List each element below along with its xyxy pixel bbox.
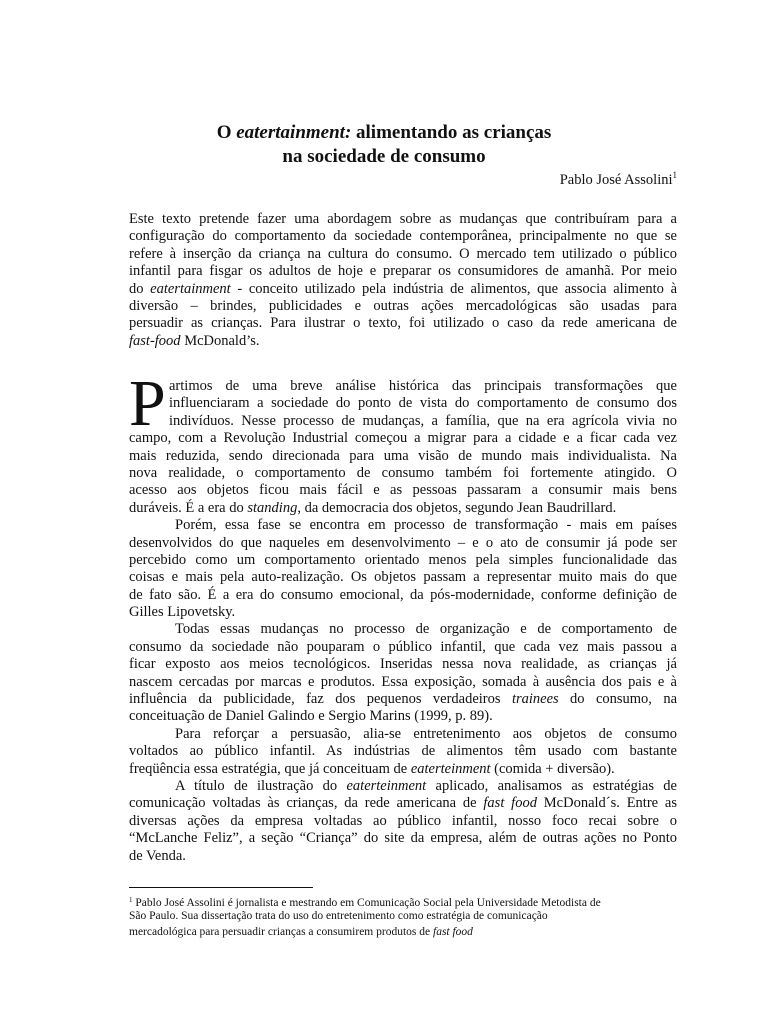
text-line — [129, 761, 677, 778]
text-line — [129, 708, 677, 725]
text-run: comunicação voltadas às crianças, da rede americana de — [129, 795, 484, 812]
text-run: Pablo José Assolini é jornalista e mestrando em Comunicação Social pela Universidade Metodista de — [132, 897, 601, 909]
italic-term: eatertainment — [150, 280, 231, 297]
text-run: ficar exposto aos meios tecnológicos. Inseridas nessa nova realidade, as crianças já — [129, 656, 677, 673]
text-line — [129, 263, 677, 280]
text-run: do consumo, na — [558, 691, 678, 708]
text-run: campo, com a Revolução Industrial começou a migrar para a cidade e a ficar cada vez — [129, 430, 677, 447]
text-run: desenvolvidos do que naqueles em desenvolvimento – e o ato de consumir já pode ser — [129, 534, 677, 551]
text-run: duráveis. É a era do — [129, 499, 248, 516]
italic-term: trainees — [511, 691, 559, 708]
text-run: nascem cercadas por marcas e produtos. Essa exposição, somada à ausência dos pais e à — [129, 673, 677, 690]
text-run: indivíduos. Nesse processo de mudanças, a família, que na era agrícola vivia no — [169, 412, 677, 429]
footnote — [129, 893, 660, 940]
document-title — [0, 121, 768, 169]
text-run: freqüência essa estratégia, que já conceituam de — [129, 760, 411, 777]
drop-cap: P — [129, 367, 166, 440]
text-run: influenciaram a sociedade do ponto de vista do comportamento de consumo dos — [169, 395, 677, 412]
text-line — [129, 639, 677, 656]
abstract — [129, 211, 677, 350]
text-line — [129, 500, 677, 517]
text-run: de Venda. — [129, 847, 186, 864]
text-run: - conceito utilizado pela indústria de alimentos, que associa alimento à — [230, 280, 678, 297]
text-run: persuadir as crianças. Para ilustrar o texto, foi utilizado o caso da rede americana de — [129, 315, 677, 332]
text-run: , da democracia dos objetos, segundo Jean Baudrillard. — [297, 499, 617, 516]
text-line — [129, 893, 660, 909]
italic-term: standing — [247, 499, 298, 516]
text-line — [129, 517, 677, 534]
text-line — [129, 795, 677, 812]
text-line — [129, 228, 677, 245]
text-line — [129, 211, 677, 228]
text-line — [129, 925, 660, 941]
text-line — [129, 246, 677, 263]
text-line — [129, 848, 677, 865]
footnote-mark: 1 — [129, 896, 133, 904]
text-run: de fato são. É a era do consumo emocional, da pós-modernidade, conforme definição de — [129, 586, 677, 603]
text-line — [129, 395, 677, 412]
text-run: McDonald’s. — [180, 332, 260, 349]
text-line — [129, 743, 677, 760]
text-run: configuração do comportamento da sociedade contemporânea, principalmente no que se — [129, 228, 677, 245]
text-run: Porém, essa fase se encontra em processo de transformação - mais em países — [175, 517, 677, 534]
title-line-2: na sociedade de consumo — [282, 146, 486, 167]
text-run: Para reforçar a persuasão, alia-se entretenimento aos objetos de consumo — [175, 725, 677, 742]
text-line — [129, 333, 677, 350]
author-name: Pablo José Assolini$^1$ — [559, 170, 677, 188]
text-line — [129, 482, 677, 499]
text-run: infantil para fisgar os adultos de hoje e preparar os consumidores de amanhã. Por meio — [129, 263, 677, 280]
text-run: influência da publicidade, faz dos pequenos verdadeiros — [129, 691, 512, 708]
text-line — [129, 830, 677, 847]
italic-term: fast food — [433, 925, 473, 938]
footnote-reference: 1 — [672, 170, 677, 180]
title-line-1: O eatertainment: alimentando as crianças — [216, 122, 552, 143]
text-run: artimos de uma breve análise histórica das principais transformações que — [169, 378, 677, 394]
text-run: Este texto pretende fazer uma abordagem sobre as mudanças que contribuíram para a — [129, 211, 677, 227]
text-run: diversão – brindes, publicidades e outras ações mercadológicas são usadas para — [129, 297, 677, 314]
text-line — [129, 604, 677, 621]
text-run: Gilles Lipovetsky. — [129, 604, 236, 621]
text-line — [129, 621, 677, 638]
text-run: mais reduzida, sendo direcionada para uma visão de mundo mais individualista. Na — [129, 447, 677, 464]
text-run: voltados ao público infantil. As indústrias de alimentos têm usado com bastante — [129, 743, 677, 760]
text-line — [129, 813, 677, 830]
text-run: mercadológica para persuadir crianças a consumirem produtos de — [129, 925, 433, 938]
text-line — [129, 315, 677, 332]
text-line — [129, 552, 677, 569]
text-line — [129, 778, 677, 795]
text-run: A título de ilustração do — [175, 777, 347, 794]
text-run: diversas ações da empresa voltadas ao público infantil, nosso foco recai sobre o — [129, 812, 677, 829]
text-run: aplicado, analisamos as estratégias de — [426, 777, 677, 794]
text-line — [129, 448, 677, 465]
text-run: coisas e mais pela auto-realização. Os objetos passam a representar muito mais do que — [129, 569, 677, 586]
text-line — [129, 674, 677, 691]
text-run: “McLanche Feliz”, a seção “Criança” do site da empresa, além de outras ações no Ponto — [129, 830, 677, 847]
text-line — [129, 378, 677, 395]
italic-term: fast food — [483, 795, 537, 812]
italic-term: fast-food — [129, 332, 181, 349]
text-line — [129, 726, 677, 743]
text-line — [129, 281, 677, 298]
text-line — [129, 587, 677, 604]
body-text — [129, 367, 678, 865]
text-run: McDonald´s. Entre as — [536, 795, 677, 812]
text-line — [129, 298, 677, 315]
text-line — [129, 909, 660, 925]
text-line — [129, 465, 677, 482]
text-line — [129, 535, 677, 552]
footnote-separator — [129, 887, 313, 888]
text-run: do — [129, 280, 151, 297]
text-line — [129, 569, 677, 586]
text-line — [129, 430, 677, 447]
text-run: nova realidade, o comportamento de consumo também foi fortemente atingido. O — [129, 464, 677, 481]
text-run: Todas essas mudanças no processo de organização e de comportamento de — [175, 621, 677, 638]
text-run: acesso aos objetos ficou mais fácil e as pessoas passaram a consumir mais bens — [129, 482, 677, 499]
text-line — [129, 656, 677, 673]
text-run: percebido como um comportamento orientado menos pela simples funcionalidade das — [129, 551, 677, 568]
italic-term: eaterteinment — [346, 777, 427, 794]
text-line — [129, 691, 677, 708]
text-run: consumo da sociedade não pouparam o público infantil, que cada vez mais passou a — [129, 638, 677, 655]
text-run: (comida + diversão). — [490, 760, 615, 777]
italic-term: eaterteinment — [410, 760, 491, 777]
text-line — [129, 413, 677, 430]
text-run: São Paulo. Sua dissertação trata do uso do entretenimento como estratégia de comunicação — [129, 909, 548, 922]
text-run: conceituação de Daniel Galindo e Sergio Marins (1999, p. 89). — [129, 708, 493, 725]
text-run: refere à inserção da criança na cultura do consumo. O mercado tem utilizado o público — [129, 245, 677, 262]
